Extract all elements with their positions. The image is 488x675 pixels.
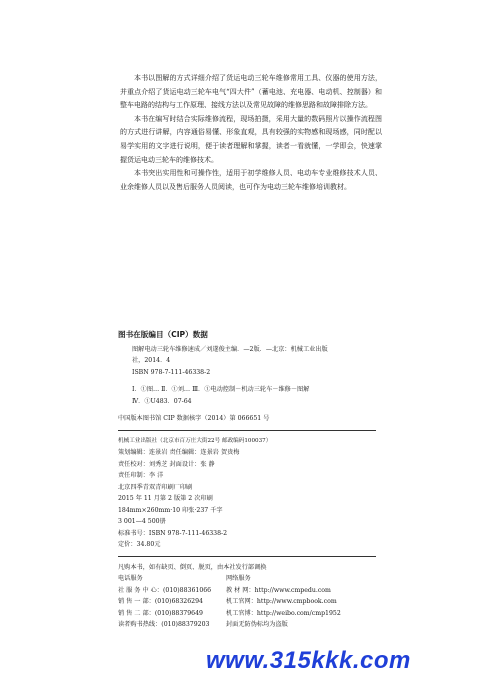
contact-row xyxy=(118,596,388,608)
phone-service-header: 电话服务 xyxy=(118,575,143,582)
net-service-header: 网络服务 xyxy=(226,575,251,582)
divider-line xyxy=(118,556,376,557)
contact-web: 教 材 网：http://www.cmpedu.com xyxy=(226,586,331,594)
abstract-paragraph: 本书突出实用性和可操作性，适用于初学维修人员、电动车专业维修技术人员、业余维修人员以及售后服务人员阅读，也可作为电动三轮车维修培训教材。 xyxy=(120,169,382,191)
site-watermark: www.315kkk.com xyxy=(206,647,411,674)
standard-number-line: 标准书号：ISBN 978-7-111-46338-2 xyxy=(118,529,228,537)
service-headers xyxy=(118,573,388,585)
print-supervisor-line: 责任印制：李 洋 xyxy=(118,472,164,479)
contact-phone: 读者购书热线：(010)88379203 xyxy=(118,621,210,628)
cip-subject-line: Ⅳ．①U483．07-64 xyxy=(132,397,192,405)
book-abstract xyxy=(120,72,382,194)
proofreader-line: 责任校对：刘秀芝 封面设计：张 静 xyxy=(118,460,215,468)
service-notice: 凡购本书，如有缺页、倒页、脱页，由本社发行部调换 xyxy=(118,563,267,571)
printer-line: 北京四季青双青印刷厂印刷 xyxy=(118,483,193,491)
edition-line: 2015 年 11 月第 2 版第 2 次印刷 xyxy=(118,495,213,502)
contact-phone: 销 售 一 部：(010)68326294 xyxy=(118,598,203,605)
contact-web: 机工官博：http://weibo.com/cmp1952 xyxy=(226,609,341,617)
cip-record-line: 社，2014．4 xyxy=(132,357,171,364)
price-line: 定价：34.80元 xyxy=(118,541,161,548)
abstract-paragraph: 本书以图解的方式详细介绍了货运电动三轮车维修常用工具、仪器的使用方法，并重点介绍了货运电动三轮车电气“四大件”（蓄电池、充电器、电动机、控制器）和整车电路的结构与工作原理、接线方法以及常见故障的维修思路和故障排除方法。 xyxy=(120,74,382,110)
contact-web: 机工官网：http://www.cmpbook.com xyxy=(226,598,337,605)
copyright-page-block xyxy=(118,329,388,631)
cip-subject-line: Ⅰ．①图… Ⅱ．①刘… Ⅲ．①电动控制－机动三轮车－维修－图解 xyxy=(132,386,310,393)
cip-record-line: 图解电动三轮车维修速成／刘遂俊主编．—2版．—北京：机械工业出版 xyxy=(132,345,328,353)
anti-piracy-note: 封面无防伪标均为盗版 xyxy=(226,621,288,628)
print-run-line: 3 001—4 500册 xyxy=(118,518,166,525)
divider-line xyxy=(118,430,376,431)
cip-isbn: ISBN 978-7-111-46338-2 xyxy=(132,368,211,376)
cip-title: 图书在版编目（CIP）数据 xyxy=(118,330,208,339)
format-line: 184mm×260mm·10 印张·237 千字 xyxy=(118,506,223,514)
cip-number: 中国版本图书馆 CIP 数据核字（2014）第 066651 号 xyxy=(118,415,270,422)
contact-phone: 销 售 二 部：(010)88379649 xyxy=(118,609,203,617)
abstract-paragraph: 本书在编写时结合实际维修流程，现场拍摄，采用大量的数码照片以操作流程图的方式进行讲解，内容通俗易懂、形象直观，具有较强的实物感和现场感，同时配以易学实用的文字进行说明，便于读者理解和掌握，读者一看就懂，一学即会，快速掌握货运电动三轮车的维修技术。 xyxy=(120,114,382,164)
contact-phone: 社 服 务 中 心：(010)88361066 xyxy=(118,586,212,594)
planning-editor-line: 策划编辑：连景岩 责任编辑：连景岩 贺贵梅 xyxy=(118,449,240,456)
publisher-line: 机械工业出版社（北京市百万庄大街22号 邮政编码100037） xyxy=(118,437,272,444)
contact-row xyxy=(118,619,388,631)
contact-row xyxy=(118,585,388,597)
contact-row xyxy=(118,608,388,620)
